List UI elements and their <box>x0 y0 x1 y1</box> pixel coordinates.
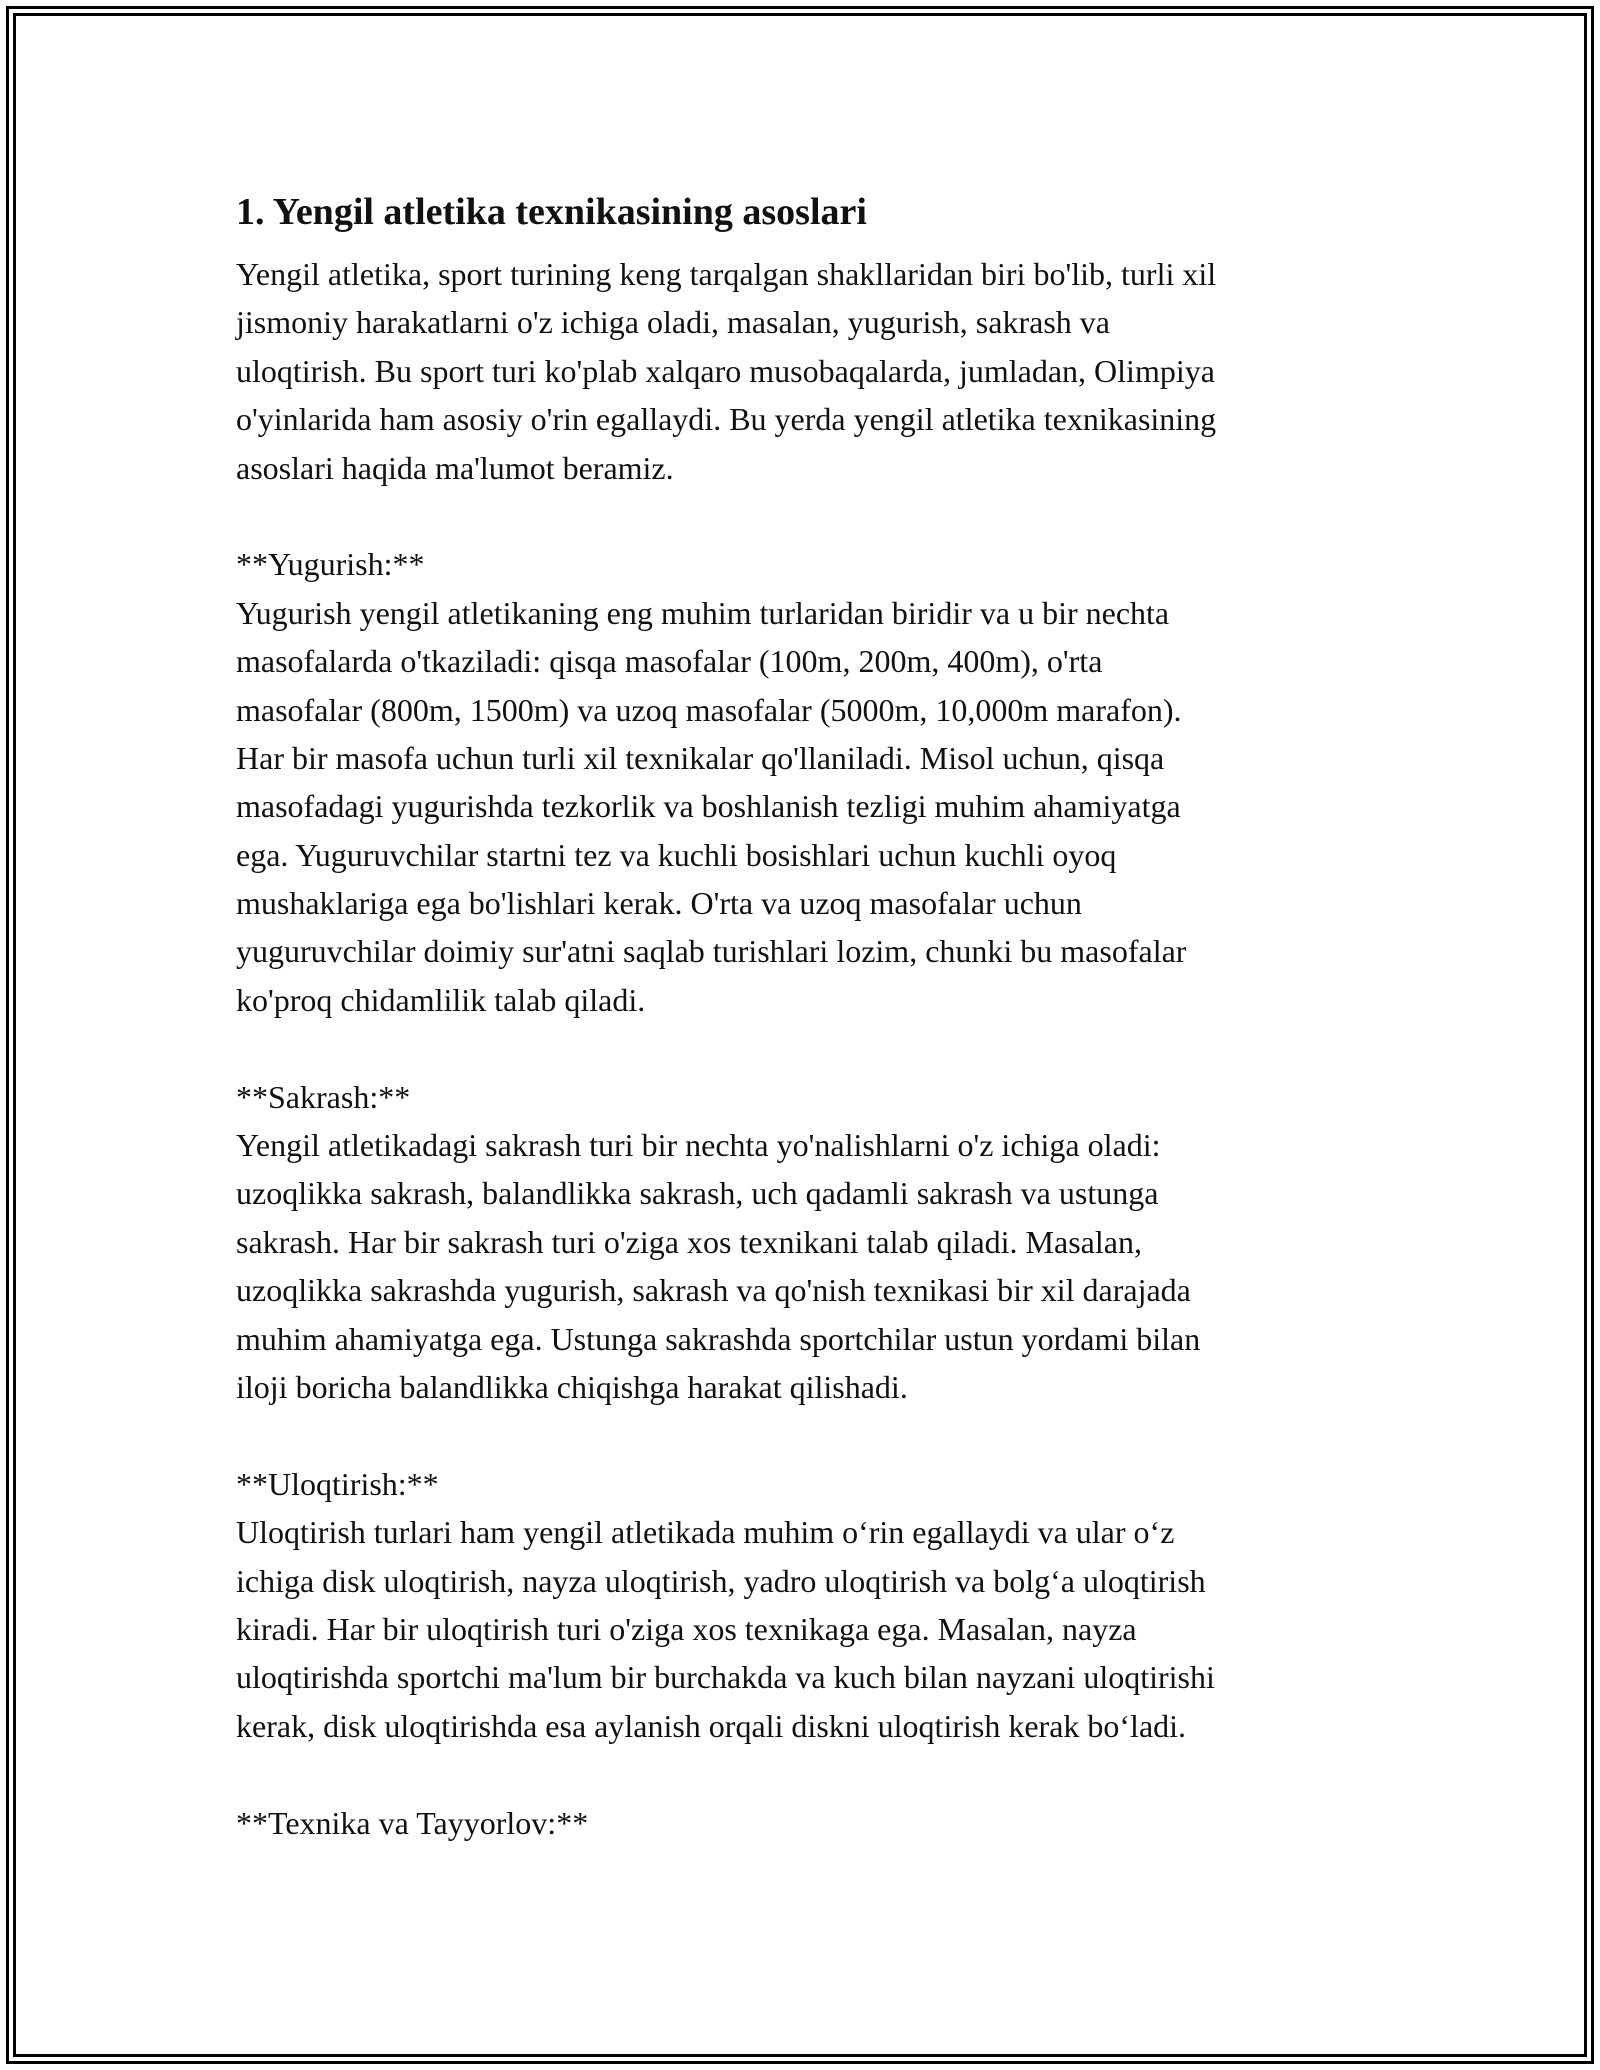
paragraph-spacer <box>236 1024 1376 1072</box>
yugurish-section <box>236 540 1376 1024</box>
document-body <box>236 186 1376 1847</box>
text-line: yuguruvchilar doimiy sur'atni saqlab turishlari lozim, chunki bu masofalar <box>236 933 1187 970</box>
text-line: mushaklariga ega bo'lishlari kerak. O'rta va uzoq masofalar uchun <box>236 885 1082 922</box>
text-line: ichiga disk uloqtirish, nayza uloqtirish, yadro uloqtirish va bolg‘a uloqtirish <box>236 1562 1206 1599</box>
subsection-title: **Yugurish:** <box>236 546 425 583</box>
text-line: uzoqlikka sakrash, balandlikka sakrash, uch qadamli sakrash va ustunga <box>236 1175 1159 1212</box>
text-line: asoslari haqida ma'lumot beramiz. <box>236 449 674 486</box>
text-line: muhim ahamiyatga ega. Ustunga sakrashda sportchilar ustun yordami bilan <box>236 1320 1201 1357</box>
text-line: uloqtirishda sportchi ma'lum bir burchakda va kuch bilan nayzani uloqtirishi <box>236 1659 1215 1696</box>
text-line: Uloqtirish turlari ham yengil atletikada muhim o‘rin egallaydi va ular o‘z <box>236 1514 1175 1551</box>
paragraph-spacer <box>236 1411 1376 1459</box>
text-line: Yengil atletika, sport turining keng tarqalgan shakllaridan biri bo'lib, turli xil <box>236 256 1217 292</box>
text-line: jismoniy harakatlarni o'z ichiga oladi, masalan, yugurish, sakrash va <box>236 304 1110 341</box>
text-line: ega. Yuguruvchilar startni tez va kuchli bosishlari uchun kuchli oyoq <box>236 836 1117 873</box>
text-line: kerak, disk uloqtirishda esa aylanish orqali diskni uloqtirish kerak bo‘ladi. <box>236 1707 1187 1744</box>
section-heading: 1. Yengil atletika texnikasining asoslari <box>236 191 867 233</box>
subsection-title: **Texnika va Tayyorlov:** <box>236 1804 589 1841</box>
text-line: masofadagi yugurishda tezkorlik va boshlanish tezligi muhim ahamiyatga <box>236 788 1181 825</box>
text-line: sakrash. Har bir sakrash turi o'ziga xos texnikani talab qiladi. Masalan, <box>236 1223 1142 1260</box>
text-line: uzoqlikka sakrashda yugurish, sakrash va qo'nish texnikasi bir xil darajada <box>236 1272 1191 1309</box>
text-line: Yugurish yengil atletikaning eng muhim turlaridan biridir va u bir nechta <box>236 594 1170 631</box>
text-line: Har bir masofa uchun turli xil texnikalar qo'llaniladi. Misol uchun, qisqa <box>236 739 1165 776</box>
texnika-section <box>236 1799 1376 1847</box>
subsection-title: **Uloqtirish:** <box>236 1465 439 1502</box>
text-line: uloqtirish. Bu sport turi ko'plab xalqaro musobaqalarda, jumladan, Olimpiya <box>236 352 1215 389</box>
uloqtirish-section <box>236 1460 1376 1750</box>
paragraph-spacer <box>236 1750 1376 1798</box>
text-line: o'yinlarida ham asosiy o'rin egallaydi. Bu yerda yengil atletika texnikasining <box>236 401 1217 438</box>
sakrash-section <box>236 1073 1376 1412</box>
text-line: ko'proq chidamlilik talab qiladi. <box>236 981 646 1018</box>
intro-paragraph <box>236 250 1376 492</box>
subsection-title: **Sakrash:** <box>236 1078 411 1115</box>
text-line: iloji boricha balandlikka chiqishga harakat qilishadi. <box>236 1368 908 1405</box>
text-line: kiradi. Har bir uloqtirish turi o'ziga xos texnikaga ega. Masalan, nayza <box>236 1610 1137 1647</box>
text-line: masofalar (800m, 1500m) va uzoq masofalar (5000m, 10,000m marafon). <box>236 691 1182 728</box>
text-line: masofalarda o'tkaziladi: qisqa masofalar (100m, 200m, 400m), o'rta <box>236 643 1103 680</box>
paragraph-spacer <box>236 492 1376 540</box>
text-line: Yengil atletikadagi sakrash turi bir nechta yo'nalishlarni o'z ichiga oladi: <box>236 1127 1161 1164</box>
